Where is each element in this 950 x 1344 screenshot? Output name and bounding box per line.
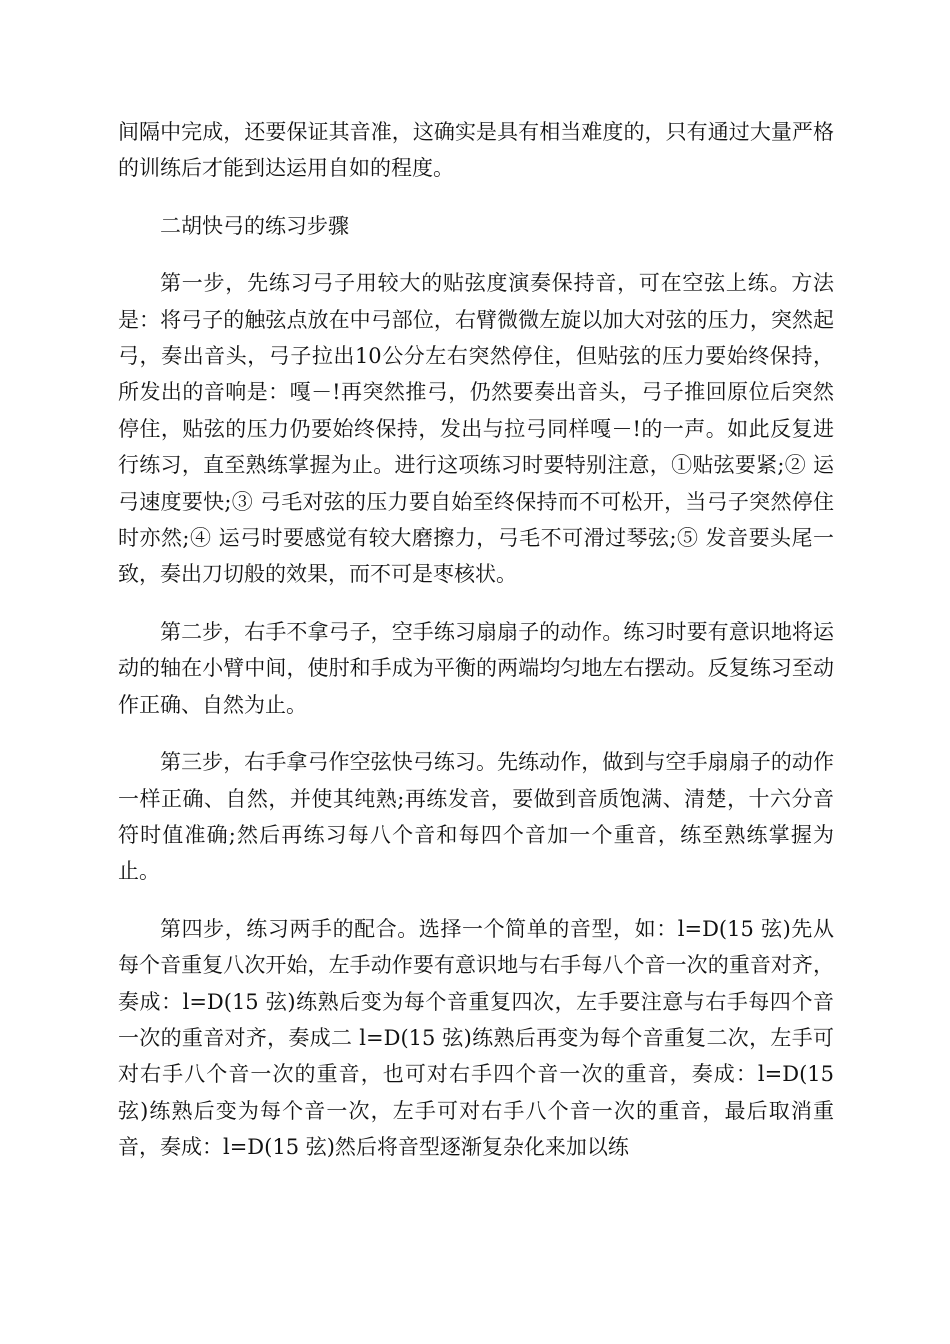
section-heading: 二胡快弓的练习步骤 [160,213,349,238]
paragraph-step-3: 第三步，右手拿弓作空弦快弓练习。先练动作，做到与空手扇扇子的动作一样正确、自然，并使其纯熟;再练发音，要做到音质饱满、清楚，十六分音符时值准确;然后再练习每八个音和每四个音加一个重音，练至熟练掌握为止。 [118,750,834,884]
document-body [118,114,834,1166]
paragraph-spacer [118,593,834,614]
continuation-paragraph: 间隔中完成，还要保证其音准，这确实是具有相当难度的，只有通过大量严格的训练后才能到达运用自如的程度。 [118,120,834,181]
paragraph-spacer [118,187,834,208]
paragraph-step-1: 第一步，先练习弓子用较大的贴弦度演奏保持音，可在空弦上练。方法是：将弓子的触弦点放在中弓部位，右臂微微左旋以加大对弦的压力，突然起弓，奏出音头，弓子拉出10公分左右突然停住，但贴弦的压力要始终保持，所发出的音响是：嘎－!再突然推弓，仍然要奏出音头，弓子推回原位后突然停住，贴弦的压力仍要始终保持，发出与拉弓同样嘎－!的一声。如此反复进行练习，直至熟练掌握为止。进行这项练习时要特别注意，①贴弦要紧;② 运弓速度要快;③ 弓毛对弦的压力要自始至终保持而不可松开，当弓子突然停住时亦然;④ 运弓时要感觉有较大磨擦力，弓毛不可滑过琴弦;⑤ 发音要头尾一致，奏出刀切般的效果，而不可是枣核状。 [118,271,834,587]
paragraph-step-4: 第四步，练习两手的配合。选择一个简单的音型，如：l=D(15 弦)先从每个音重复八次开始，左手动作要有意识地与右手每八个音一次的重音对齐，奏成：l=D(15 弦)练熟后变为每个音重复四次，左手要注意与右手每四个音一次的重音对齐，奏成二 l=D(15 弦)练熟后再变为每个音重复二次，左手可对右手八个音一次的重音，也可对右手四个音一次的重音，奏成：l=D(15 弦)练熟后变为每个音一次，左手可对右手八个音一次的重音，最后取消重音，奏成：l=D(15 弦)然后将音型逐渐复杂化来加以练 [118,916,834,1160]
paragraph-spacer [118,244,834,265]
paragraph-spacer [118,890,834,911]
paragraph-step-2: 第二步，右手不拿弓子，空手练习扇扇子的动作。练习时要有意识地将运动的轴在小臂中间，使肘和手成为平衡的两端均匀地左右摆动。反复练习至动作正确、自然为止。 [118,619,834,717]
paragraph-spacer [118,723,834,744]
